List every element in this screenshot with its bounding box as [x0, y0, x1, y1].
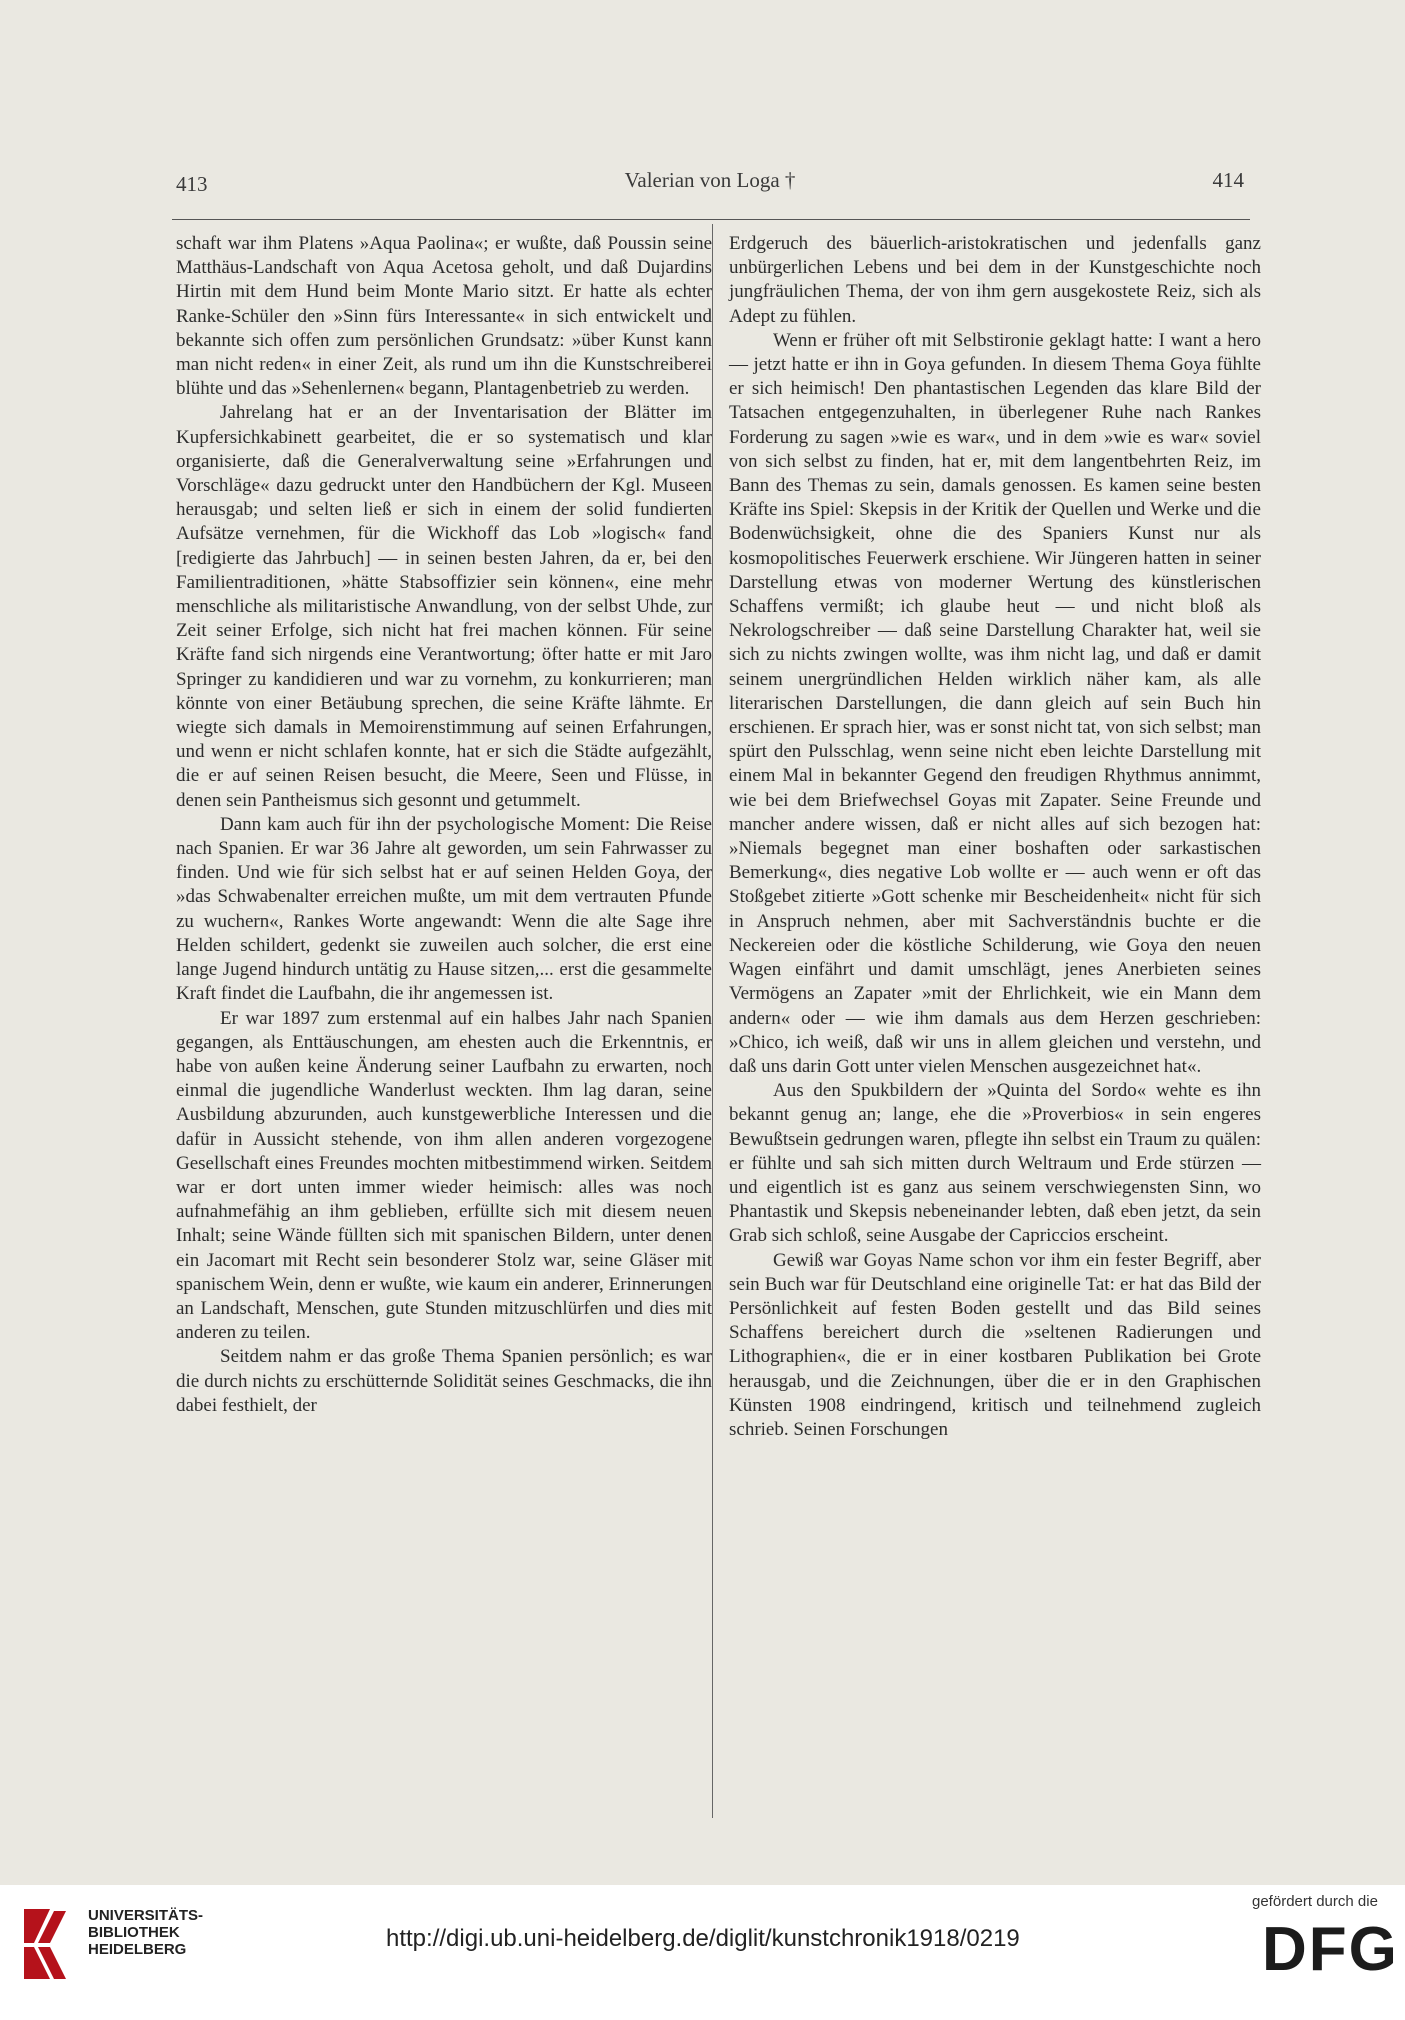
dfg-logo: DFG: [1262, 1915, 1399, 1984]
library-line-1: UNIVERSITÄTS-: [88, 1907, 204, 1924]
digitization-footer: [0, 1885, 1405, 2020]
source-url-link[interactable]: http://digi.ub.uni-heidelberg.de/diglit/kunstchronik1918/0219: [386, 1925, 1020, 1952]
university-library-name: [88, 1907, 203, 1958]
right-paragraph-3: Aus den Spukbildern der »Quinta del Sordo« wehte es ihn bekannt genug an; lange, ehe die »Proverbios« in sein engeres Bewußtsein gedrungen waren, pflegte ihn selbst ein Traum zu quälen: er fühlte und sah sich mitten durch Weltraum und Erde stürzen — und eigentlich ist es ganz aus seinem verschwiegensten Sinn, wo Phantastik und Skepsis nebeneinander lebten, daß eben jetzt, da sein Grab sich schloß, seine Ausgabe der Capriccios erscheint.: [729, 1080, 1261, 1247]
library-line-3: HEIDELBERG: [88, 1941, 187, 1958]
left-paragraph-5: Seitdem nahm er das große Thema Spanien persönlich; es war die durch nichts zu erschütternde Solidität seines Geschmacks, die ihn dabei festhielt, der: [176, 1346, 712, 1416]
header-rule: [172, 219, 1250, 220]
university-library-logo-icon: [20, 1903, 84, 1983]
left-paragraph-1: schaft war ihm Platens »Aqua Paolina«; er wußte, daß Poussin seine Matthäus-Landschaft von Aqua Acetosa geholt, und daß Dujardins Hirtin mit dem Hund beim Monte Mario sitzt. Er hatte als echter Ranke-Schüler den »Sinn fürs Interessante« in sich entwickelt und bekannte sich offen zum persönlichen Grundsatz: »über Kunst kann man nicht reden« in einer Zeit, als rund um ihn die Kunstschreiberei blühte und das »Sehenlernen« begann, Plantagenbetrieb zu werden.: [176, 233, 712, 400]
left-paragraph-2: Jahrelang hat er an der Inventarisation der Blätter im Kupfersichkabinett gearbeitet, die er so systematisch und klar organisierte, daß die Generalverwaltung seine »Erfahrungen und Vorschläge« dazu gedruckt unter den Handbüchern der Kgl. Museen herausgab; und selten ließ er sich in einem der solid fundierten Aufsätze vernehmen, für die Wickhoff das Lob »logisch« fand [redigierte das Jahrbuch] — in seinen besten Jahren, da er, bei den Familientraditionen, »hätte Stabsoffizier sein können«, eine mehr menschliche als militaristische Anwandlung, von der selbst Uhde, zur Zeit seiner Erfolge, sich nicht hat frei machen können. Für seine Kräfte fand sich nirgends eine Verantwortung; öfter hatte er mit Jaro Springer zu kandidieren und war zu vornehm, zu konkurrieren; man könnte von einer Betäubung sprechen, die seine Kräfte lähmte. Er wiegte sich damals in Memoirenstimmung auf seinen Erfahrungen, und wenn er nicht schlafen konnte, hat er sich die Städte aufgezählt, die er auf seinen Reisen besucht, die Meere, Seen und Flüsse, in denen sein Pantheismus sich gesonnt und getummelt.: [176, 402, 712, 811]
library-line-2: BIBLIOTHEK: [88, 1924, 180, 1941]
column-divider: [712, 224, 713, 1818]
right-paragraph-2: Wenn er früher oft mit Selbstironie geklagt hatte: I want a hero — jetzt hatte er ihn in Goya gefunden. In diesem Thema Goya fühlte er sich heimisch! Den phantastischen Legenden das klare Bild der Tatsachen entgegenzuhalten, in überlegener Ruhe nach Rankes Forderung zu sagen »wie es war«, und in dem »wie es war« soviel von sich selbst zu finden, hat er, mit dem langentbehrten Reiz, im Bann des Themas zu sein, damals genossen. Es kamen seine besten Kräfte ins Spiel: Skepsis in der Kritik der Quellen und Werke und die Bodenwüchsigkeit, ohne die des Spaniers Kunst nur als kosmopolitisches Feuerwerk erschiene. Wir Jüngeren hatten in seiner Darstellung etwas von moderner Wertung des künstlerischen Schaffens vermißt; ich glaube heut — und nicht bloß als Nekrologschreiber — daß seine Darstellung Charakter hat, weil sie sich zu nichts zwingen wollte, was ihm nicht lag, und daß er damit seinem unergründlichen Helden wirklich näher kam, als alle literarischen Darstellungen, die dann gleich auf sein Buch hin erschienen. Er sprach hier, was er sonst nicht tat, von sich selbst; man spürt den Pulsschlag, wenn seine nicht eben leichte Darstellung mit einem Mal in bekannter Gegend den freudigen Rhythmus annimmt, wie bei dem Briefwechsel Goyas mit Zapater. Seine Freunde und mancher andere wissen, daß er nicht alles auf sich bezogen hat: »Niemals begegnet man einer boshaften oder sarkastischen Bemerkung«, dies negative Lob wollte er — auch wenn er oft das Stoßgebet zitierte »Gott schenke mir Bescheidenheit« nicht für sich in Anspruch nehmen, aber mit Sachverständnis buchte er die Neckereien oder die köstliche Schilderung, wie Goya den neuen Wagen einfährt und damit umschlägt, jenes Anerbieten seines Vermögens an Zapater »mit der Ehrlichkeit, wie ein Mann dem andern« oder — wie ihm damals aus dem Herzen geschrieben: »Chico, ich weiß, daß wir uns in allem gleichen und verstehn, und daß uns darin Gott unter vielen Menschen ausgezeichnet hat«.: [729, 329, 1261, 1077]
running-head: [176, 168, 1244, 198]
page-number-left: 413: [176, 172, 208, 196]
left-paragraph-4: Er war 1897 zum erstenmal auf ein halbes Jahr nach Spanien gegangen, als Enttäuschungen, am ehesten auch die Erkenntnis, er habe von außen keine Änderung seiner Laufbahn zu erwarten, noch einmal die jugendliche Wanderlust weckten. Ihm lag daran, seine Ausbildung abzurunden, auch kunstgewerbliche Interessen und die dafür in Aussicht stehende, von ihm allen anderen vorgezogene Gesellschaft eines Freundes mochten mitbestimmend wirken. Seitdem war er dort unten immer wieder heimisch: alles was noch aufnahmefähig an ihm geblieben, erfüllte sich mit diesem neuen Inhalt; seine Wände füllten sich mit spanischen Bildern, unter denen ein Jacomart mit Recht sein besonderer Stolz war, seine Gläser mit spanischem Wein, denn er wußte, wie kaum ein anderer, Erinnerungen an Landschaft, Menschen, gute Stunden mitzuschlürfen und dies mit anderen zu teilen.: [176, 1007, 712, 1344]
funder-label: gefördert durch die: [1252, 1893, 1378, 1910]
running-title: Valerian von Loga †: [624, 168, 796, 192]
page-number-right: 414: [1212, 168, 1244, 192]
right-paragraph-1: Erdgeruch des bäuerlich-aristokratischen und jedenfalls ganz unbürgerlichen Lebens und bei dem in der Kunstgeschichte noch jungfräulichen Thema, der von ihm gern ausgekostete Reiz, sich als Adept zu fühlen.: [729, 233, 1261, 327]
right-paragraph-4: Gewiß war Goyas Name schon vor ihm ein fester Begriff, aber sein Buch war für Deutschland eine originelle Tat: er hat das Bild der Persönlichkeit auf festen Boden gestellt und das Bild seines Schaffens bereichert durch die »seltenen Radierungen und Lithographien«, die er in einer kostbaren Publikation bei Grote herausgab, und die Zeichnungen, über die er in den Graphischen Künsten 1908 eindringend, kritisch und teilnehmend zugleich schrieb. Seinen Forschungen: [729, 1249, 1261, 1440]
right-column: [729, 232, 1261, 1442]
left-paragraph-3: Dann kam auch für ihn der psychologische Moment: Die Reise nach Spanien. Er war 36 Jahre alt geworden, um sein Fahrwasser zu finden. Und wie für sich selbst hat er auf seinen Helden Goya, der »das Schwabenalter erreichen mußte, um mit dem vertrauten Pfunde zu wuchern«, Rankes Worte angewandt: Wenn die alte Sage ihre Helden schildert, gedenkt sie zuweilen auch solcher, die erst eine lange Jugend hindurch untätig zu Hause sitzen,... erst die gesammelte Kraft findet die Laufbahn, die ihr angemessen ist.: [176, 813, 712, 1005]
left-column: [176, 232, 712, 1418]
